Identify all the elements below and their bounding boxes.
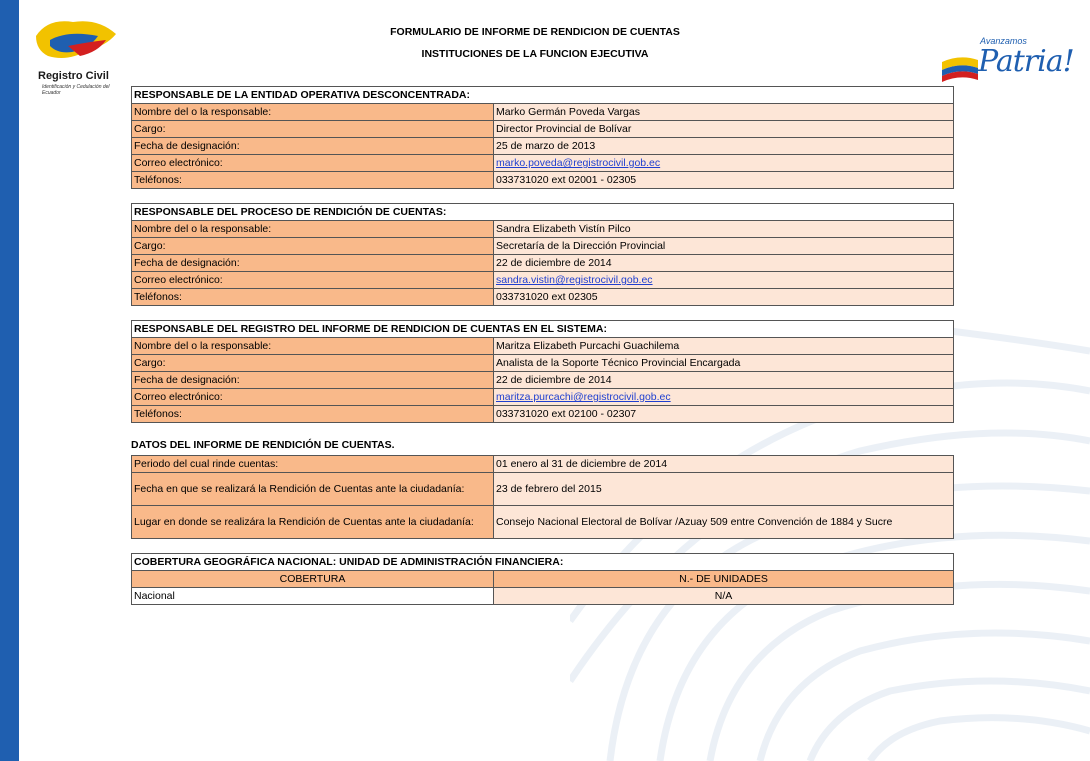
left-accent-bar	[0, 0, 19, 761]
field-label: Cargo:	[132, 355, 494, 372]
section-header: COBERTURA GEOGRÁFICA NACIONAL: UNIDAD DE ADMINISTRACIÓN FINANCIERA:	[132, 554, 954, 571]
field-value: 22 de diciembre de 2014	[494, 372, 954, 389]
table-row	[132, 389, 954, 406]
registro-civil-subtitle: Identificación y Cedulación del Ecuador	[42, 84, 110, 96]
field-value: 033731020 ext 02100 - 02307	[494, 406, 954, 423]
table-row	[132, 456, 954, 473]
field-label: Fecha de designación:	[132, 255, 494, 272]
table-row	[132, 355, 954, 372]
cobertura-label: Nacional	[132, 588, 494, 605]
section-proceso-rendicion	[131, 203, 954, 306]
field-value: 033731020 ext 02305	[494, 289, 954, 306]
ecuador-map-icon	[28, 16, 123, 71]
field-value: 033731020 ext 02001 - 02305	[494, 172, 954, 189]
field-label: Correo electrónico:	[132, 389, 494, 406]
table-row	[132, 138, 954, 155]
table-header-row	[132, 571, 954, 588]
column-header-cobertura: COBERTURA	[132, 571, 494, 588]
section-header: RESPONSABLE DEL PROCESO DE RENDICIÓN DE CUENTAS:	[132, 204, 954, 221]
table-row	[132, 473, 954, 506]
patria-logo	[940, 36, 1074, 86]
email-link[interactable]: sandra.vistin@registrocivil.gob.ec	[496, 274, 653, 286]
table-row	[132, 506, 954, 539]
field-label: Nombre del o la responsable:	[132, 221, 494, 238]
table-row	[132, 155, 954, 172]
table-row	[132, 289, 954, 306]
cobertura-value: N/A	[494, 588, 954, 605]
field-value: Sandra Elizabeth Vistín Pilco	[494, 221, 954, 238]
table-row	[132, 255, 954, 272]
field-value: 23 de febrero del 2015	[494, 473, 954, 506]
field-label: Fecha de designación:	[132, 138, 494, 155]
field-value: 01 enero al 31 de diciembre de 2014	[494, 456, 954, 473]
field-value: Analista de la Soporte Técnico Provincial Encargada	[494, 355, 954, 372]
table-row	[132, 121, 954, 138]
field-label: Fecha en que se realizará la Rendición de Cuentas ante la ciudadanía:	[132, 473, 494, 506]
field-label: Teléfonos:	[132, 406, 494, 423]
field-label: Cargo:	[132, 121, 494, 138]
field-label: Nombre del o la responsable:	[132, 338, 494, 355]
field-value: 25 de marzo de 2013	[494, 138, 954, 155]
field-label: Teléfonos:	[132, 289, 494, 306]
column-header-unidades: N.- DE UNIDADES	[494, 571, 954, 588]
section-cobertura	[131, 553, 954, 605]
field-value: 22 de diciembre de 2014	[494, 255, 954, 272]
table-row	[132, 588, 954, 605]
field-value: Marko Germán Poveda Vargas	[494, 104, 954, 121]
table-row	[132, 406, 954, 423]
field-value: Maritza Elizabeth Purcachi Guachilema	[494, 338, 954, 355]
table-row	[132, 221, 954, 238]
field-value: Director Provincial de Bolívar	[494, 121, 954, 138]
email-link[interactable]: marko.poveda@registrocivil.gob.ec	[496, 157, 661, 169]
field-label: Correo electrónico:	[132, 155, 494, 172]
section-header: RESPONSABLE DE LA ENTIDAD OPERATIVA DESCONCENTRADA:	[132, 87, 954, 104]
section-entidad-operativa	[131, 86, 954, 189]
registro-civil-wordmark: Registro Civil	[38, 70, 109, 82]
field-value: Secretaría de la Dirección Provincial	[494, 238, 954, 255]
field-label: Teléfonos:	[132, 172, 494, 189]
form-title: FORMULARIO DE INFORME DE RENDICION DE CUENTAS	[390, 26, 680, 38]
section-datos-informe	[131, 455, 954, 539]
field-label: Lugar en donde se realizára la Rendición de Cuentas ante la ciudadanía:	[132, 506, 494, 539]
patria-logo-big-text: Patria!	[978, 44, 1074, 79]
section-header: RESPONSABLE DEL REGISTRO DEL INFORME DE RENDICION DE CUENTAS EN EL SISTEMA:	[132, 321, 954, 338]
table-row	[132, 272, 954, 289]
table-row	[132, 238, 954, 255]
patria-logo-small-text: Avanzamos	[980, 36, 1027, 46]
field-label: Periodo del cual rinde cuentas:	[132, 456, 494, 473]
field-label: Nombre del o la responsable:	[132, 104, 494, 121]
datos-title: DATOS DEL INFORME DE RENDICIÓN DE CUENTAS.	[131, 439, 395, 451]
table-row	[132, 172, 954, 189]
field-value: Consejo Nacional Electoral de Bolívar /Azuay 509 entre Convención de 1884 y Sucre	[494, 506, 954, 539]
form-subtitle: INSTITUCIONES DE LA FUNCION EJECUTIVA	[421, 48, 649, 60]
field-label: Fecha de designación:	[132, 372, 494, 389]
table-row	[132, 372, 954, 389]
section-registro-sistema	[131, 320, 954, 423]
table-row	[132, 104, 954, 121]
field-label: Correo electrónico:	[132, 272, 494, 289]
email-link[interactable]: maritza.purcachi@registrocivil.gob.ec	[496, 391, 671, 403]
field-label: Cargo:	[132, 238, 494, 255]
table-row	[132, 338, 954, 355]
